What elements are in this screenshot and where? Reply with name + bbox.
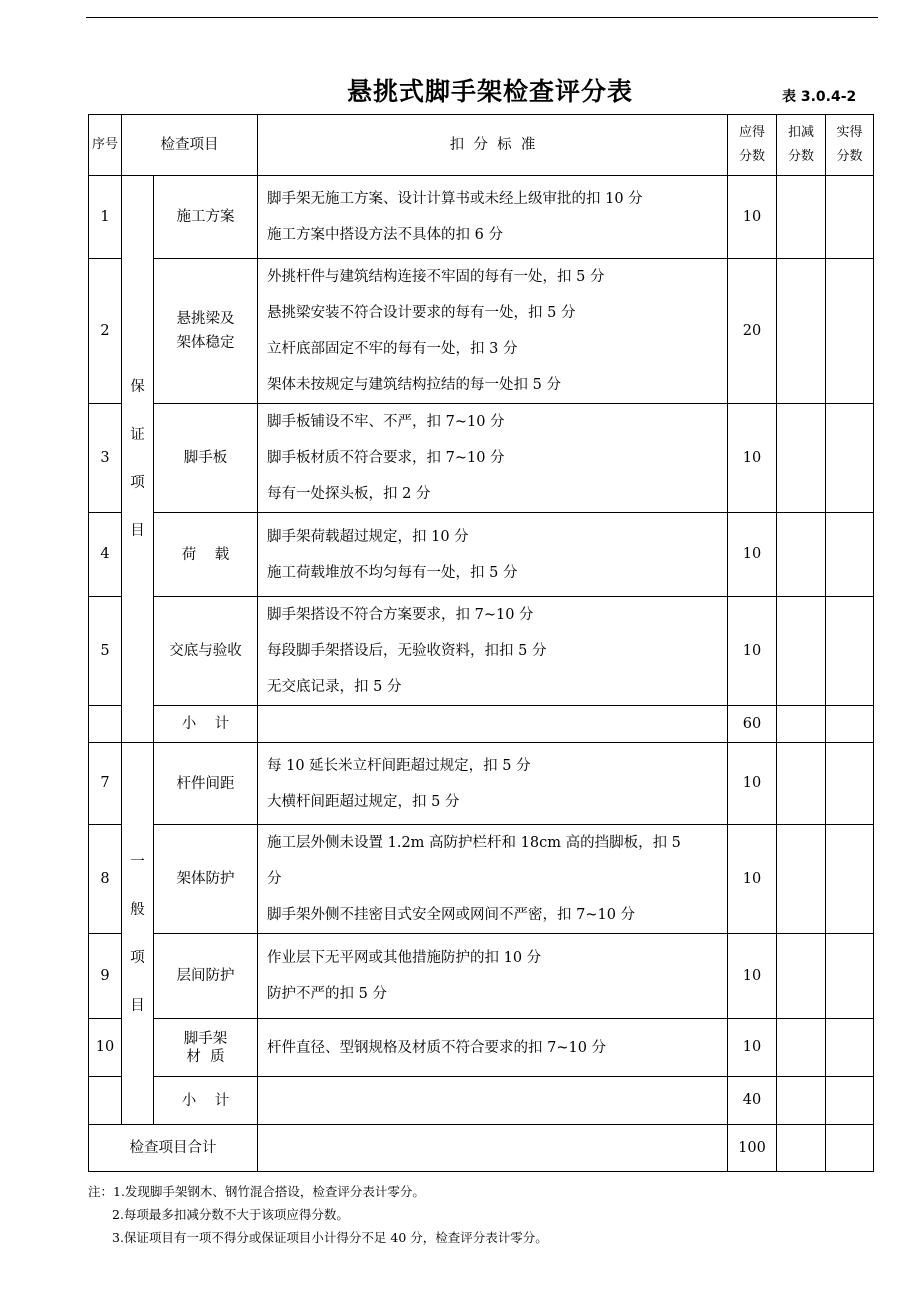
- row-actual-score: [826, 706, 874, 743]
- row-deduct-score: [777, 176, 826, 259]
- row-actual-score: [826, 743, 874, 825]
- note-1: 注：1.发现脚手架钢木、钢竹混合搭设，检查评分表计零分。: [88, 1184, 425, 1199]
- row-criteria: 外挑杆件与建筑结构连接不牢固的每有一处，扣 5 分 悬挑梁安装不符合设计要求的每有一处，扣 5 分 立杆底部固定不牢的每有一处，扣 3 分 架体未按规定与建筑结构拉结的每一处扣 5 分: [258, 259, 728, 404]
- total-deduct: [777, 1125, 826, 1172]
- header-no: 序号: [89, 115, 122, 176]
- row-no: 1: [89, 176, 122, 259]
- total-criteria: [258, 1125, 728, 1172]
- row-item: 杆件间距: [154, 743, 258, 825]
- row-criteria: [258, 1077, 728, 1125]
- score-table: [88, 114, 874, 1172]
- total-row: [89, 1125, 874, 1172]
- table-row: [89, 597, 874, 706]
- row-item: 小 计: [154, 706, 258, 743]
- group-guarantee: 保 证 项 目: [122, 176, 154, 743]
- table-row: [89, 706, 874, 743]
- row-deduct-score: [777, 404, 826, 513]
- table-row: [89, 259, 874, 404]
- total-score: 100: [728, 1125, 777, 1172]
- row-deduct-score: [777, 513, 826, 597]
- top-rule: [86, 17, 878, 18]
- row-due-score: 10: [728, 825, 777, 934]
- row-no: 4: [89, 513, 122, 597]
- table-row: [89, 1077, 874, 1125]
- row-actual-score: [826, 934, 874, 1019]
- row-criteria: 脚手架无施工方案、设计计算书或未经上级审批的扣 10 分 施工方案中搭设方法不具体的扣 6 分: [258, 176, 728, 259]
- header-actual: 实得 分数: [826, 115, 874, 176]
- row-actual-score: [826, 597, 874, 706]
- table-number: 表 3.0.4-2: [782, 89, 857, 105]
- table-row: [89, 825, 874, 934]
- row-criteria: 作业层下无平网或其他措施防护的扣 10 分 防护不严的扣 5 分: [258, 934, 728, 1019]
- header-row: [89, 115, 874, 176]
- row-actual-score: [826, 513, 874, 597]
- table-row: [89, 934, 874, 1019]
- table-row: [89, 404, 874, 513]
- row-item: 施工方案: [154, 176, 258, 259]
- row-item: 荷 载: [154, 513, 258, 597]
- table-row: [89, 1019, 874, 1077]
- row-due-score: 10: [728, 404, 777, 513]
- row-no: 8: [89, 825, 122, 934]
- row-criteria: [258, 706, 728, 743]
- row-deduct-score: [777, 1077, 826, 1125]
- row-criteria: 杆件直径、型钢规格及材质不符合要求的扣 7~10 分: [258, 1019, 728, 1077]
- row-no: [89, 1077, 122, 1125]
- row-no: 10: [89, 1019, 122, 1077]
- row-criteria: 脚手架搭设不符合方案要求，扣 7~10 分 每段脚手架搭设后，无验收资料，扣扣 5 分 无交底记录，扣 5 分: [258, 597, 728, 706]
- row-due-score: 10: [728, 513, 777, 597]
- header-due: 应得 分数: [728, 115, 777, 176]
- table-row: [89, 176, 874, 259]
- row-item: 小 计: [154, 1077, 258, 1125]
- row-due-score: 40: [728, 1077, 777, 1125]
- row-criteria: 脚手架荷载超过规定，扣 10 分 施工荷载堆放不均匀每有一处，扣 5 分: [258, 513, 728, 597]
- row-item: 脚手板: [154, 404, 258, 513]
- row-actual-score: [826, 404, 874, 513]
- note-2: 2.每项最多扣减分数不大于该项应得分数。: [112, 1207, 349, 1222]
- row-deduct-score: [777, 706, 826, 743]
- total-actual: [826, 1125, 874, 1172]
- table-row: [89, 743, 874, 825]
- row-criteria: 每 10 延长米立杆间距超过规定，扣 5 分 大横杆间距超过规定，扣 5 分: [258, 743, 728, 825]
- row-item: 架体防护: [154, 825, 258, 934]
- row-due-score: 10: [728, 743, 777, 825]
- page-title: 悬挑式脚手架检查评分表: [346, 77, 633, 106]
- notes: [88, 1180, 548, 1249]
- row-item: 悬挑梁及 架体稳定: [154, 259, 258, 404]
- row-deduct-score: [777, 259, 826, 404]
- row-due-score: 20: [728, 259, 777, 404]
- row-criteria: 施工层外侧未设置 1.2m 高防护栏杆和 18cm 高的挡脚板，扣 5 分 脚手架外侧不挂密目式安全网或网间不严密，扣 7~10 分: [258, 825, 728, 934]
- row-no: 9: [89, 934, 122, 1019]
- row-no: 2: [89, 259, 122, 404]
- row-deduct-score: [777, 1019, 826, 1077]
- row-due-score: 10: [728, 176, 777, 259]
- row-item: 交底与验收: [154, 597, 258, 706]
- row-deduct-score: [777, 743, 826, 825]
- row-item: 层间防护: [154, 934, 258, 1019]
- row-actual-score: [826, 825, 874, 934]
- row-deduct-score: [777, 825, 826, 934]
- row-no: 7: [89, 743, 122, 825]
- total-label: 检查项目合计: [89, 1125, 258, 1172]
- row-actual-score: [826, 1019, 874, 1077]
- row-item: 脚手架 材 质: [154, 1019, 258, 1077]
- row-due-score: 10: [728, 1019, 777, 1077]
- header-item: 检查项目: [122, 115, 258, 176]
- row-deduct-score: [777, 597, 826, 706]
- row-due-score: 10: [728, 597, 777, 706]
- row-actual-score: [826, 259, 874, 404]
- note-3: 3.保证项目有一项不得分或保证项目小计得分不足 40 分，检查评分表计零分。: [112, 1230, 548, 1245]
- row-no: 3: [89, 404, 122, 513]
- row-due-score: 10: [728, 934, 777, 1019]
- table-row: [89, 513, 874, 597]
- header-criteria: 扣 分 标 准: [258, 115, 728, 176]
- row-due-score: 60: [728, 706, 777, 743]
- row-no: [89, 706, 122, 743]
- row-actual-score: [826, 176, 874, 259]
- row-no: 5: [89, 597, 122, 706]
- header-deduct: 扣减 分数: [777, 115, 826, 176]
- group-general: 一 般 项 目: [122, 743, 154, 1125]
- row-actual-score: [826, 1077, 874, 1125]
- row-criteria: 脚手板铺设不牢、不严，扣 7~10 分 脚手板材质不符合要求，扣 7~10 分 每有一处探头板，扣 2 分: [258, 404, 728, 513]
- row-deduct-score: [777, 934, 826, 1019]
